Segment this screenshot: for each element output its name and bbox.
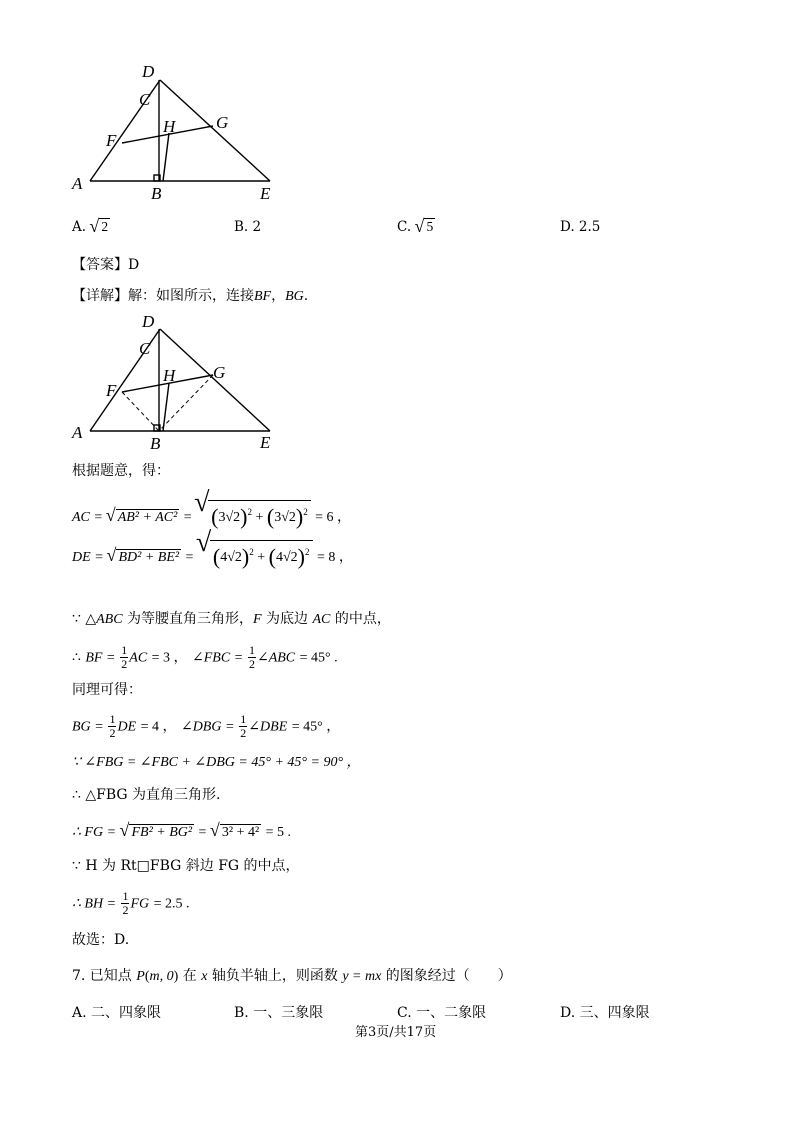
q7-option-c: C. 一、二象限	[397, 1005, 487, 1021]
similarly-line: 同理可得：	[72, 682, 142, 698]
angle-sum-line: ∵ ∠FBG = ∠FBC + ∠DBG = 45° + 45° = 90° ，	[72, 755, 361, 770]
option-c: C. √ 5	[397, 219, 435, 235]
label-B: B	[151, 184, 162, 203]
label-G-2: G	[213, 363, 226, 382]
q7-option-d: D. 三、四象限	[560, 1005, 650, 1021]
bg-equation: BG = $\frac{1}{2}$ DE = 4 ， ∠DBG = $\frac{1}{2}$ ∠DBE = 45° ，	[72, 712, 341, 740]
q7-option-b: B. 一、三象限	[234, 1005, 324, 1021]
de-equation: DE = √ BD² + BE² = √ $(4√2)^2 + (4√2)^2 = 8$ ，	[72, 540, 353, 569]
detail-line: 【详解】解：如图所示，连接BF，BG.	[72, 288, 309, 304]
triangle-figure-top	[66, 58, 296, 208]
because-isosceles: ∵ △ABC 为等腰直角三角形，F 为底边 AC 的中点，	[72, 611, 391, 627]
label-C: C	[139, 90, 151, 109]
therefore-bf: ∴ BF = $\frac{1}{2}$ AC = 3 ， ∠FBC = $\frac{1}{2}$ ∠ABC = 45° .	[72, 643, 338, 671]
option-d: D. 2.5	[560, 219, 601, 235]
label-A: A	[72, 174, 83, 193]
label-H: H	[163, 117, 176, 136]
label-D: D	[142, 62, 155, 81]
label-A-2: A	[72, 423, 83, 442]
bh-equation: ∴ BH = $\frac{1}{2}$ FG = 2.5 .	[72, 889, 190, 917]
label-B-2: B	[150, 434, 161, 453]
label-D-2: D	[142, 312, 155, 331]
right-triangle-line: ∴ △FBG 为直角三角形.	[72, 787, 221, 803]
triangle-figure-detail	[66, 308, 296, 458]
fg-equation: ∴ FG = √ FB² + BG² = √ 3² + 4² = 5 .	[72, 821, 291, 844]
option-b: B. 2	[234, 219, 262, 235]
label-C-2: C	[139, 339, 151, 358]
q7-stem: 7. 已知点 P(m, 0) 在 x 轴负半轴上，则函数 y = mx 的图象经过（ ）	[72, 968, 512, 984]
q7-option-a: A. 二、四象限	[72, 1005, 162, 1021]
page-footer: 第3页/共17页	[355, 1025, 437, 1040]
label-F: F	[106, 131, 117, 150]
intro-line: 根据题意，得：	[72, 463, 170, 479]
label-E-2: E	[260, 433, 271, 452]
h-midpoint-line: ∵ H 为 Rt□FBG 斜边 FG 的中点，	[72, 858, 300, 874]
option-a: A. √ 2	[72, 219, 110, 235]
label-H-2: H	[163, 366, 176, 385]
label-F-2: F	[106, 381, 117, 400]
answer-line: 【答案】D	[72, 257, 140, 273]
ac-equation: AC = √ AB² + AC² = √ $(3√2)^2 + (3√2)^2 = 6$ ，	[72, 500, 351, 529]
label-E: E	[260, 184, 271, 203]
choose-line: 故选：D.	[72, 932, 130, 948]
label-G: G	[216, 113, 229, 132]
